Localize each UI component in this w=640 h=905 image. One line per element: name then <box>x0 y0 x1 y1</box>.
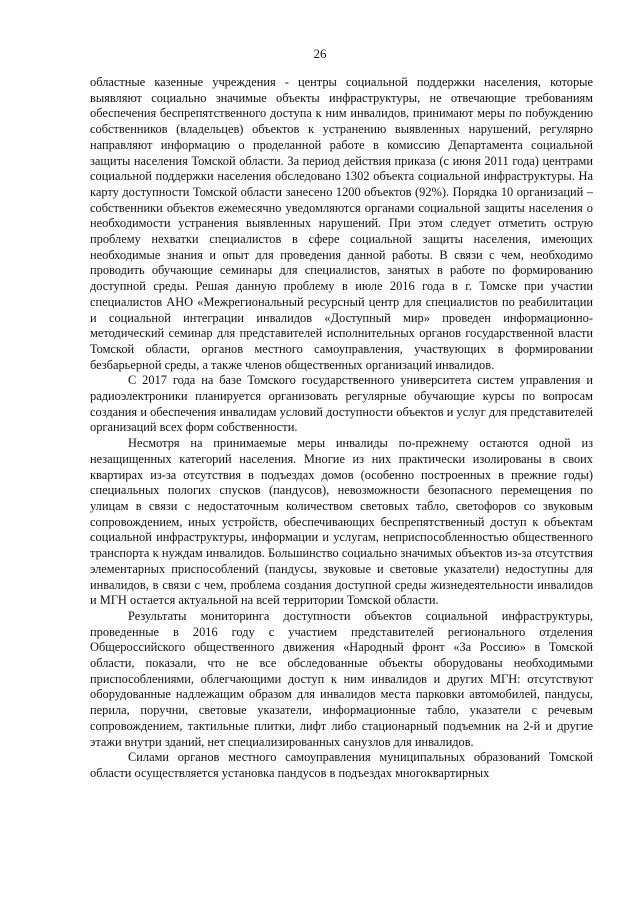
document-body <box>90 75 593 782</box>
paragraph-disabled-isolation: Несмотря на принимаемые меры инвалиды по-прежнему остаются одной из незащищенных категорий населения. Многие из них практически изолированы в своих квартирах из-за отсутствия в подъездах домов (особенно построенных в прежние годы) специальных пологих спусков (пандусов), невозможности безопасного перемещения по улицам в связи с недостаточным количеством световых табло, светофоров со звуковым сопровождением, иных устройств, обеспечивающих беспрепятственный доступ к объектам социальной инфраструктуры, информации и услугам, неприспособленностью общественного транспорта к нуждам инвалидов. Большинство социально значимых объектов из-за отсутствия элементарных приспособлений (пандусы, звуковые и световые указатели) недоступны для инвалидов, в связи с чем, проблема создания доступной среды жизнедеятельности инвалидов и МГН остается актуальной на всей территории Томской области. <box>90 436 593 608</box>
paragraph-monitoring-results: Результаты мониторинга доступности объектов социальной инфраструктуры, проведенные в 2016 году с участием представителей регионального отделения Общероссийского общественного движения «Народный фронт «За Россию» в Томской области, показали, что не все обследованные объекты оборудованы необходимыми приспособлениями, облегчающими доступ к ним инвалидов и других МГН: отсутствуют оборудованные надлежащим образом для инвалидов места парковки автомобилей, пандусы, перила, поручни, световые указатели, информационные табло, указатели с речевым сопровождением, тактильные плитки, лифт либо стационарный подъемник на 2-й и другие этажи внутри зданий, нет специализированных санузлов для инвалидов. <box>90 608 593 749</box>
paragraph-ramp-installation: Силами органов местного самоуправления муниципальных образований Томской области осуществляется установка пандусов в подъездах многоквартирных <box>90 750 593 780</box>
page-number: 26 <box>313 46 327 61</box>
paragraph-continuation: областные казенные учреждения - центры социальной поддержки населения, которые выявляют социально значимые объекты инфраструктуры, не отвечающие требованиям обеспечения беспрепятственного доступа к ним инвалидов, принимают меры по побуждению собственников (владельцев) объектов к устранению выявленных нарушений, регулярно направляют информацию о проделанной работе в комиссию Департамента социальной защиты населения Томской области. За период действия приказа (с июня 2011 года) центрами социальной поддержки населения обследовано 1302 объекта социальной инфраструктуры. На карту доступности Томской области занесено 1200 объектов (92%). Порядка 10 организаций – собственники объектов ежемесячно уведомляются органами социальной защиты населения о необходимости устранения выявленных нарушений. При этом следует отметить острую проблему нехватки специалистов в сфере социальной защиты населения, имеющих необходимые знания и опыт для проведения данной работы. В связи с чем, необходимо проводить обучающие семинары для специалистов, занятых в работе по формированию доступной среды. Решая данную проблему в июле 2016 года в г. Томске при участии специалистов АНО «Межрегиональный ресурсный центр для специалистов по реабилитации и социальной интеграции инвалидов «Доступный мир» проведен информационно-методический семинар для представителей исполнительных органов государственной власти Томской области, органов местного самоуправления, участвующих в формировании безбарьерной среды, а также членов общественных организаций инвалидов. <box>90 75 593 372</box>
paragraph-training-courses: С 2017 года на базе Томского государственного университета систем управления и радиоэлектроники планируется организовать регулярные обучающие курсы по вопросам создания и обеспечения инвалидам условий доступности объектов и услуг для представителей организаций всех форм собственности. <box>90 373 593 435</box>
